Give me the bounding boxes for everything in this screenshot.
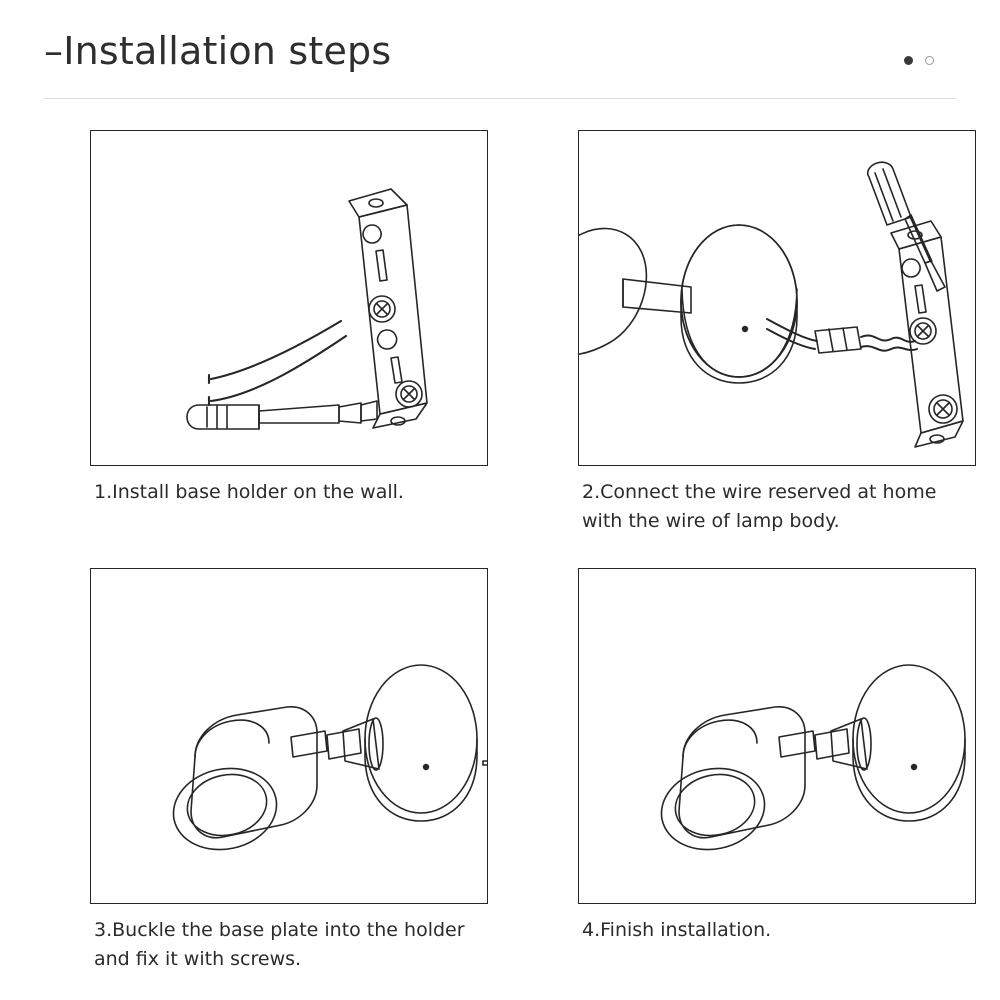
- step-2-illustration-panel: [578, 130, 976, 466]
- step-1-caption: 1.Install base holder on the wall.: [94, 481, 404, 503]
- step-2-caption: 2.Connect the wire reserved at home with the wire of lamp body.: [582, 481, 937, 532]
- steps-row-bottom: [44, 568, 956, 974]
- step-1-illustration-panel: [90, 130, 488, 466]
- pager-dot-active[interactable]: [904, 56, 913, 65]
- page-title: –Installation steps: [44, 29, 392, 73]
- lamp-base-wire-connection-icon: [579, 131, 976, 466]
- step-4-illustration-panel: [578, 568, 976, 904]
- wall-bracket-with-screwdriver-icon: [91, 131, 488, 466]
- pager-dot-inactive[interactable]: [925, 56, 934, 65]
- steps-grid: [44, 130, 956, 974]
- lamp-buckle-into-holder-icon: [91, 569, 488, 904]
- step-3-caption: 3.Buckle the base plate into the holder and fix it with screws.: [94, 919, 465, 970]
- finished-lamp-icon: [579, 569, 976, 904]
- step-4-cell: [512, 568, 956, 974]
- step-1-cell: [44, 130, 488, 536]
- step-3-cell: [44, 568, 488, 974]
- step-2-cell: [512, 130, 956, 536]
- step-3-illustration-panel: [90, 568, 488, 904]
- pager-dots[interactable]: [904, 56, 934, 65]
- step-4-caption: 4.Finish installation.: [582, 919, 772, 941]
- steps-row-top: [44, 130, 956, 536]
- page-header: [44, 22, 956, 84]
- header-divider: [44, 98, 956, 99]
